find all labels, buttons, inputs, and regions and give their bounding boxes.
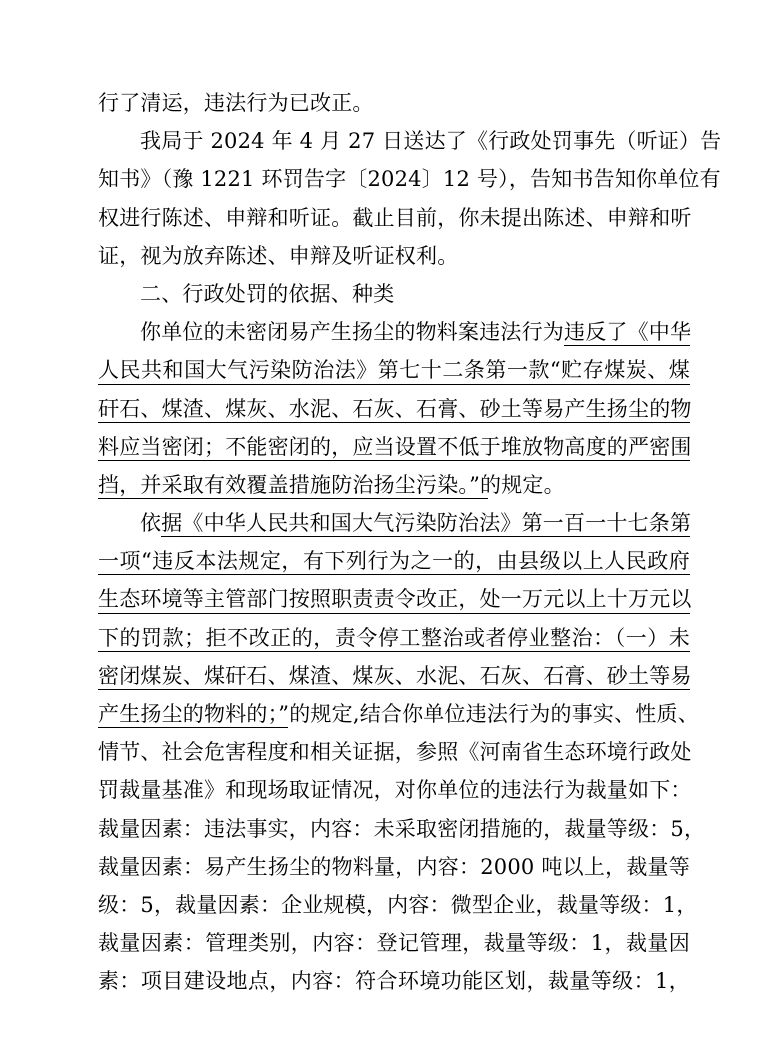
text-line: 人民共和国大气污染防治法》第七十二条第一款“贮存煤炭、煤 (98, 351, 690, 389)
text-line: 权进行陈述、申辩和听证。截止目前，你未提出陈述、申辩和听 (98, 205, 692, 230)
underline (98, 689, 690, 690)
text-line: 级：5，裁量因素：企业规模，内容：微型企业，裁量等级：1， (98, 892, 698, 917)
text-line: 生态环境等主管部门按照职责责令改正，处一万元以上十万元以 (98, 580, 690, 618)
underline (98, 613, 690, 614)
text-line: 一项“违反本法规定，有下列行为之一的，由县级以上人民政府 (98, 542, 690, 580)
text-line: 裁量因素：易产生扬尘的物料量，内容：2000 吨以上，裁量等 (98, 854, 690, 879)
underline (98, 727, 288, 728)
section-heading: 二、行政处罚的依据、种类 (140, 281, 395, 306)
underline (564, 345, 690, 346)
underline (98, 498, 488, 499)
text-line: 密闭煤炭、煤矸石、煤渣、煤灰、水泥、石灰、石膏、砂土等易 (98, 657, 690, 695)
document-page (98, 84, 722, 1001)
text-line: 产生扬尘的物料的；”的规定,结合你单位违法行为的事实、性质、 (98, 695, 690, 733)
text-line: 罚裁量基准》和现场取证情况，对你单位的违法行为裁量如下： (98, 778, 692, 803)
text-line: 情节、社会危害程度和相关证据，参照《河南省生态环境行政处 (98, 740, 692, 765)
text-line: 裁量因素：管理类别，内容：登记管理，裁量等级：1，裁量因 (98, 931, 690, 956)
underline (98, 651, 690, 652)
text-line: 裁量因素：违法事实，内容：未采取密闭措施的，裁量等级：5， (98, 816, 706, 841)
underline (98, 384, 690, 385)
underline (98, 574, 690, 575)
text-line: 料应当密闭；不能密闭的，应当设置不低于堆放物高度的严密围 (98, 428, 690, 466)
text-line: 素：项目建设地点，内容：符合环境功能区划，裁量等级：1， (98, 969, 690, 994)
text-line: 行了清运，违法行为已改正。 (98, 91, 374, 115)
text-line: 我局于 2024 年 4 月 27 日送达了《行政处罚事先（听证）告 (140, 129, 722, 154)
text-line: 依据《中华人民共和国大气污染防治法》第一百一十七条第 (98, 504, 690, 542)
underline (98, 422, 690, 423)
text-line: 矸石、煤渣、煤灰、水泥、石灰、石膏、砂土等易产生扬尘的物 (98, 390, 690, 428)
text-line: 证，视为放弃陈述、申辩及听证权利。 (98, 243, 459, 268)
text-line: 挡，并采取有效覆盖措施防治扬尘污染。”的规定。 (98, 466, 690, 504)
text-line: 知书》（豫 1221 环罚告字〔2024〕12 号），告知书告知你单位有 (98, 167, 721, 192)
underline (161, 536, 690, 537)
text-line: 下的罚款；拒不改正的，责令停工整治或者停业整治：（一）未 (98, 619, 690, 657)
underline (98, 460, 690, 461)
text-line: 你单位的未密闭易产生扬尘的物料案违法行为违反了《中华 (98, 313, 690, 351)
